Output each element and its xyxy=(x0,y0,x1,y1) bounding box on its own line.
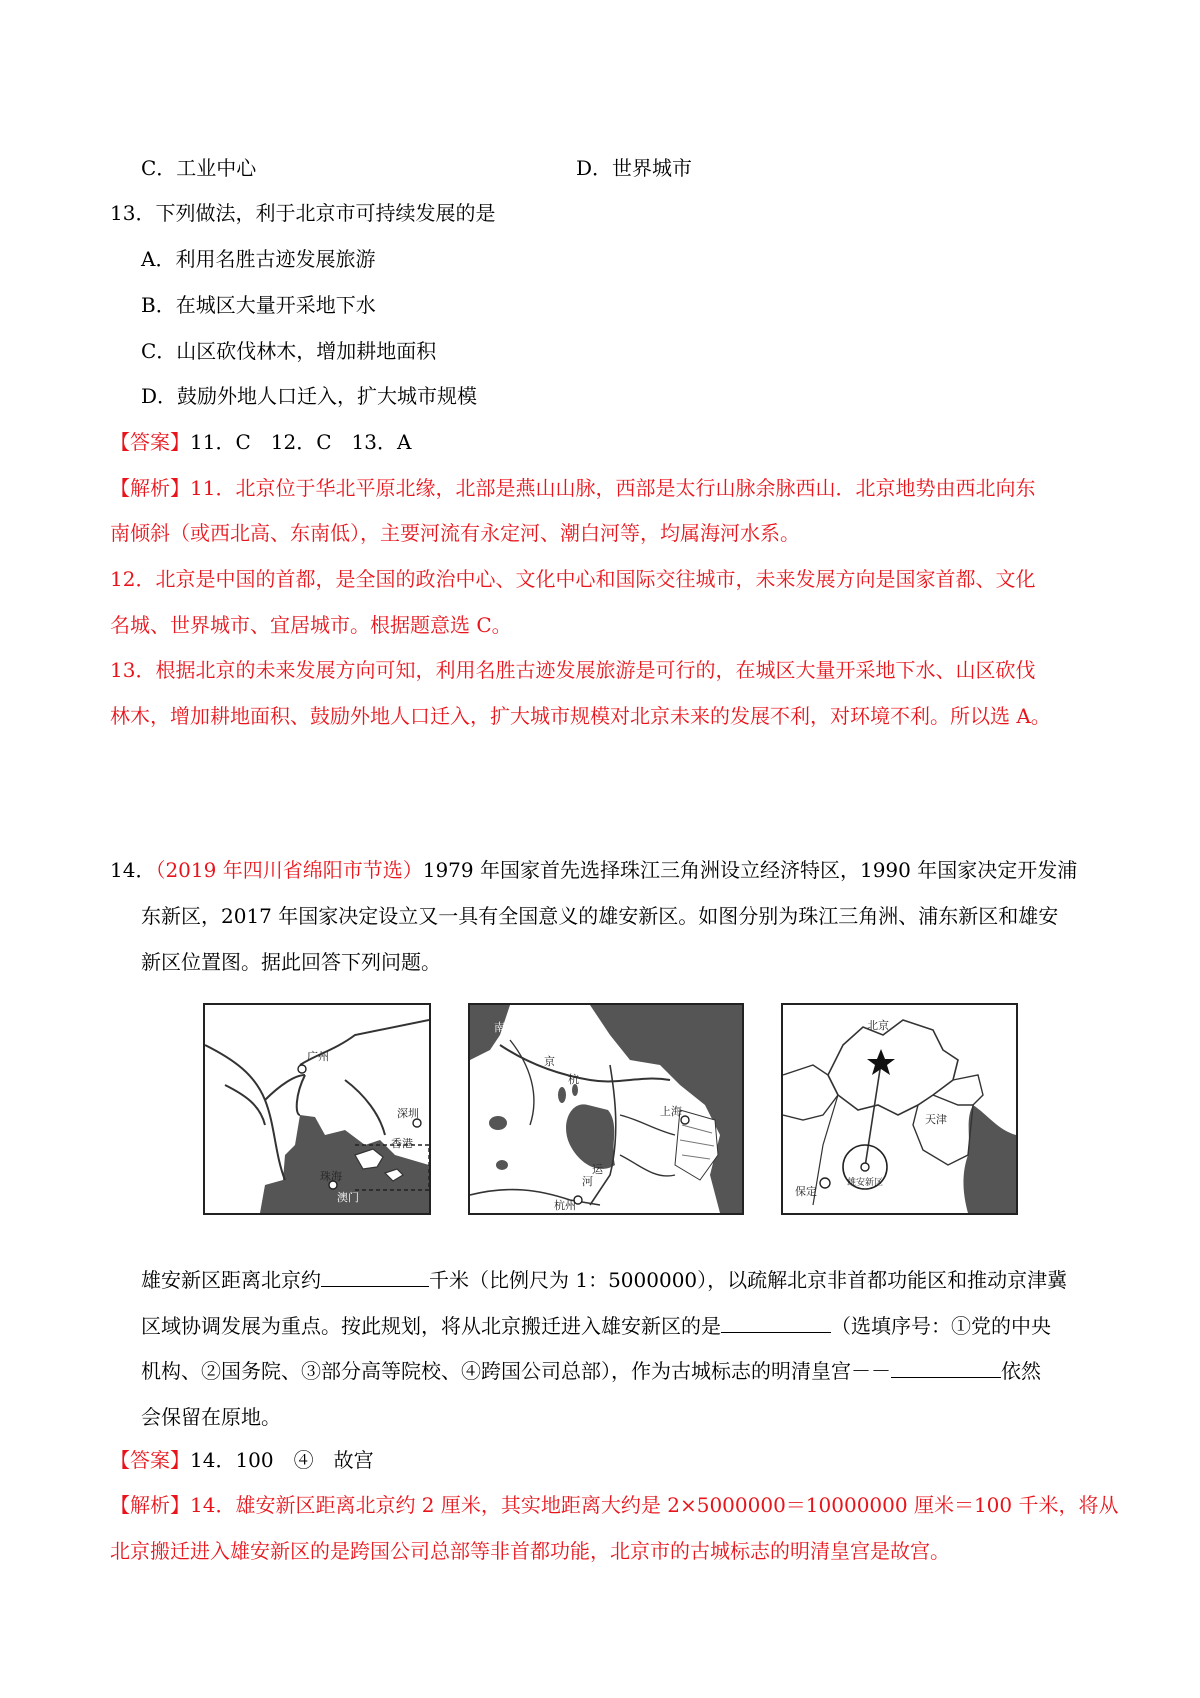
q14-fill-line-4: 会保留在原地。 xyxy=(141,1405,281,1429)
map3-label: 保定 xyxy=(795,1185,817,1198)
q14-source: （2019 年四川省绵阳市节选） xyxy=(155,858,423,882)
q13-option-b: B．在城区大量开采地下水 xyxy=(141,293,376,317)
map3-label: 天津 xyxy=(925,1113,947,1126)
answer-block-2 xyxy=(110,1446,374,1474)
analysis-line-6: 林木，增加耕地面积、鼓励外地人口迁入，扩大城市规模对北京未来的发展不利，对环境不利。所以选 A。 xyxy=(110,704,1051,728)
map1-label: 广州 xyxy=(307,1050,329,1063)
map2-label: 杭州 xyxy=(554,1199,576,1212)
analysis-line-4: 名城、世界城市、宜居城市。根据题意选 C。 xyxy=(110,613,512,637)
map1-label: 深圳 xyxy=(397,1107,419,1120)
q13-stem: 13．下列做法，利于北京市可持续发展的是 xyxy=(110,201,496,225)
analysis-tag: 【解析】 xyxy=(110,476,190,500)
blank-relocation[interactable] xyxy=(721,1312,831,1333)
map3-label: 北京 xyxy=(867,1019,889,1032)
pearl-river-delta-map xyxy=(203,1003,431,1215)
analysis-line-3: 12．北京是中国的首都，是全国的政治中心、文化中心和国际交往城市，未来发展方向是国家首都、文化 xyxy=(110,567,1036,591)
analysis-line-2: 南倾斜（或西北高、东南低），主要河流有永定河、潮白河等，均属海河水系。 xyxy=(110,521,800,545)
map3-label: 雄安新区 xyxy=(847,1178,884,1188)
q14-number: 14． xyxy=(110,858,156,882)
xiongan-new-area-map xyxy=(781,1003,1018,1215)
q12-option-d: D．世界城市 xyxy=(576,156,693,180)
answer-text: 14．100 ④ 故宫 xyxy=(190,1448,374,1472)
q13-option-c: C．山区砍伐林木，增加耕地面积 xyxy=(141,339,437,363)
q14-fill-line-1: 雄安新区距离北京约 千米（比例尺为 1：5000000），以疏解北京非首都功能区和推动京津冀 xyxy=(141,1268,1068,1292)
q14-fill-line-2: 区域协调发展为重点。按此规划，将从北京搬迁进入雄安新区的是 （选填序号：①党的中央 xyxy=(141,1314,1051,1338)
location-maps xyxy=(203,1003,1018,1215)
q12-option-c: C．工业中心 xyxy=(141,156,257,180)
q13-option-a: A．利用名胜古迹发展旅游 xyxy=(141,247,376,271)
map1-label: 珠海 xyxy=(320,1170,342,1183)
answer-tag: 【答案】 xyxy=(110,430,190,454)
q13-option-d: D．鼓励外地人口迁入，扩大城市规模 xyxy=(141,384,478,408)
map1-label: 香港 xyxy=(391,1137,413,1150)
map2-label: 上海 xyxy=(660,1105,682,1118)
analysis-line-1: 【解析】11．北京位于华北平原北缘，北部是燕山山脉，西部是太行山脉余脉西山．北京地势由西北向东 xyxy=(110,476,1036,500)
answer-tag: 【答案】 xyxy=(110,1448,190,1472)
analysis-tag: 【解析】 xyxy=(110,1493,190,1517)
map2-label: 运 xyxy=(592,1163,603,1176)
map2-label: 河 xyxy=(582,1175,593,1188)
analysis-line-5: 13．根据北京的未来发展方向可知，利用名胜古迹发展旅游是可行的，在城区大量开采地下水、山区砍伐 xyxy=(110,658,1036,682)
map2-label: 杭 xyxy=(568,1073,579,1086)
answer-block-1 xyxy=(110,428,411,456)
map2-label: 京 xyxy=(544,1055,555,1068)
q14-stem-line-2: 东新区，2017 年国家决定设立又一具有全国意义的雄安新区。如图分别为珠江三角洲、浦东新区和雄安 xyxy=(141,904,1059,928)
pudong-new-area-map xyxy=(468,1003,744,1215)
blank-palace[interactable] xyxy=(891,1357,1001,1378)
q14-stem-line-1: 14．（2019 年四川省绵阳市节选）1979 年国家首先选择珠江三角洲设立经济特区，1990 年国家决定开发浦 xyxy=(110,858,1078,882)
q14-stem-line-3: 新区位置图。据此回答下列问题。 xyxy=(141,950,441,974)
map2-label: 南京 xyxy=(494,1021,516,1034)
analysis2-line-2: 北京搬迁进入雄安新区的是跨国公司总部等非首都功能，北京市的古城标志的明清皇宫是故宫。 xyxy=(110,1539,950,1563)
answer-text: 11．C 12．C 13．A xyxy=(190,430,412,454)
map1-label: 澳门 xyxy=(337,1191,359,1204)
blank-distance[interactable] xyxy=(321,1266,429,1287)
q14-fill-line-3: 机构、②国务院、③部分高等院校、④跨国公司总部），作为古城标志的明清皇宫－－ 依然 xyxy=(141,1359,1041,1383)
analysis2-line-1: 【解析】14．雄安新区距离北京约 2 厘米，其实地距离大约是 2×5000000＝10000000 厘米＝100 千米，将从 xyxy=(110,1493,1119,1517)
